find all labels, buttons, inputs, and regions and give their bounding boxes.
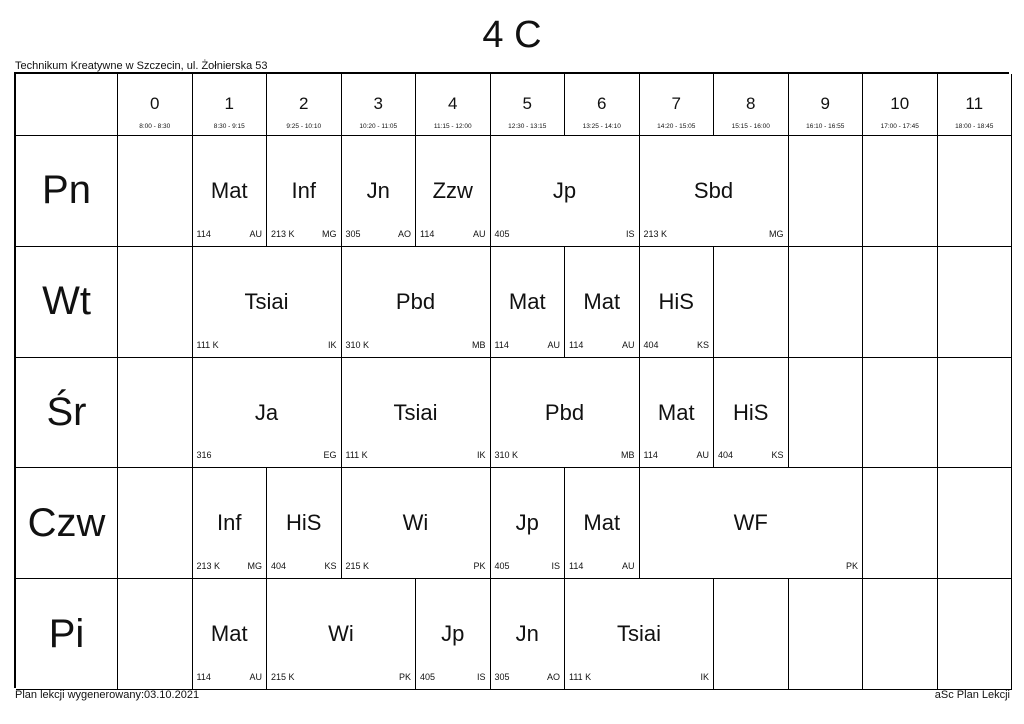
lesson-teacher: AU	[696, 450, 709, 461]
lesson-subject: Zzw	[432, 178, 473, 203]
lesson-room: 405	[494, 228, 510, 239]
lesson-teacher: MG	[769, 228, 784, 239]
lesson-teacher: MG	[322, 228, 337, 239]
lesson-teacher: AU	[621, 339, 635, 350]
lesson-teacher: AU	[621, 561, 635, 572]
day-label: Pn	[16, 136, 118, 247]
period-number: 9	[820, 94, 830, 113]
period-header	[565, 74, 640, 136]
empty-slot	[118, 358, 193, 469]
lesson-teacher: IS	[551, 561, 560, 572]
lesson-subject: Mat	[508, 288, 546, 314]
lesson-teacher: PK	[845, 561, 858, 572]
lesson-cell[interactable]	[565, 468, 640, 579]
lesson-cell[interactable]	[193, 468, 268, 579]
empty-slot	[863, 468, 938, 579]
lesson-teacher: PK	[473, 561, 486, 572]
app-credit: aSc Plan Lekcji	[934, 689, 1010, 701]
period-number: 1	[224, 94, 234, 113]
empty-slot	[789, 247, 864, 358]
lesson-cell[interactable]	[640, 358, 715, 469]
lesson-room: 305	[494, 671, 510, 682]
period-number: 5	[522, 94, 532, 113]
period-header	[342, 74, 417, 136]
period-header	[938, 74, 1013, 136]
lesson-teacher: PK	[398, 671, 411, 682]
period-time: 16:10 - 16:55	[806, 123, 845, 130]
lesson-teacher: MB	[472, 339, 486, 350]
lesson-cell[interactable]	[640, 247, 715, 358]
day-label: Czw	[16, 468, 118, 579]
corner-cell	[16, 74, 118, 136]
lesson-cell[interactable]	[342, 468, 491, 579]
lesson-subject: Jn	[366, 178, 390, 203]
empty-slot	[714, 247, 789, 358]
period-number: 10	[890, 94, 910, 113]
period-header	[491, 74, 566, 136]
lesson-room: 111 K	[345, 450, 368, 461]
empty-slot	[118, 579, 193, 690]
lesson-cell[interactable]	[491, 468, 566, 579]
lesson-subject: Jp	[441, 621, 465, 647]
lesson-teacher: KS	[324, 561, 337, 572]
lesson-cell[interactable]	[565, 579, 714, 690]
empty-slot	[789, 136, 864, 247]
empty-slot	[863, 247, 938, 358]
lesson-room: 111 K	[196, 339, 219, 350]
lesson-cell[interactable]	[342, 247, 491, 358]
period-number: 6	[597, 94, 607, 113]
period-number: 4	[448, 94, 458, 113]
lesson-cell[interactable]	[267, 136, 342, 247]
lesson-room: 111 K	[569, 671, 592, 682]
lesson-room: 405	[494, 561, 510, 572]
lesson-subject: Mat	[210, 178, 248, 203]
lesson-subject: Tsiai	[244, 288, 289, 314]
lesson-room: 310 K	[494, 450, 519, 461]
lesson-subject: Mat	[657, 399, 695, 425]
period-time: 8:30 - 9:15	[213, 123, 245, 130]
class-title: 4 C	[482, 14, 542, 56]
empty-slot	[938, 358, 1013, 469]
period-header	[193, 74, 268, 136]
lesson-cell[interactable]	[491, 579, 566, 690]
lesson-teacher: AU	[472, 228, 486, 239]
timetable-grid	[14, 72, 1009, 688]
lesson-room: 310 K	[345, 339, 370, 350]
lesson-teacher: KS	[771, 450, 784, 461]
lesson-cell[interactable]	[193, 136, 268, 247]
period-number: 7	[671, 94, 681, 113]
empty-slot	[863, 136, 938, 247]
lesson-subject: HiS	[286, 510, 322, 536]
empty-slot	[938, 136, 1013, 247]
lesson-cell[interactable]	[193, 579, 268, 690]
period-header	[640, 74, 715, 136]
period-header	[863, 74, 938, 136]
lesson-subject: Tsiai	[393, 399, 438, 425]
empty-slot	[714, 579, 789, 690]
period-header	[789, 74, 864, 136]
day-label: Śr	[16, 358, 118, 469]
day-label: Pi	[16, 579, 118, 690]
lesson-teacher: IK	[476, 450, 486, 461]
lesson-room: 114	[494, 339, 509, 350]
day-label: Wt	[16, 247, 118, 358]
lesson-subject: Mat	[210, 621, 248, 647]
period-number: 0	[150, 94, 160, 113]
lesson-cell[interactable]	[193, 358, 342, 469]
lesson-room: 114	[420, 228, 435, 239]
school-name: Technikum Kreatywne w Szczecin, ul. Żołnierska 53	[15, 60, 268, 72]
period-number: 8	[746, 94, 756, 113]
lesson-teacher: KS	[696, 339, 709, 350]
lesson-teacher: AU	[547, 339, 560, 350]
lesson-room: 404	[718, 450, 734, 461]
lesson-room: 215 K	[345, 561, 370, 572]
period-time: 17:00 - 17:45	[880, 123, 919, 130]
lesson-teacher: AO	[397, 228, 411, 239]
lesson-subject: Wi	[402, 510, 429, 536]
lesson-teacher: IS	[476, 671, 486, 682]
period-time: 15:15 - 16:00	[731, 123, 770, 130]
lesson-teacher: IK	[700, 671, 709, 682]
period-number: 2	[299, 94, 309, 113]
lesson-room: 114	[643, 450, 658, 461]
lesson-room: 404	[271, 561, 287, 572]
lesson-subject: Inf	[291, 178, 316, 203]
lesson-cell[interactable]	[491, 136, 640, 247]
lesson-cell[interactable]	[342, 358, 491, 469]
lesson-subject: Wi	[328, 621, 354, 647]
period-time: 9:25 - 10:10	[286, 123, 322, 130]
lesson-room: 114	[569, 561, 584, 572]
lesson-cell[interactable]	[491, 358, 640, 469]
empty-slot	[938, 579, 1013, 690]
lesson-subject: Pbd	[544, 399, 585, 425]
generated-date: Plan lekcji wygenerowany:03.10.2021	[15, 689, 200, 701]
lesson-room: 215 K	[271, 671, 295, 682]
lesson-teacher: MB	[621, 450, 635, 461]
lesson-subject: Pbd	[395, 288, 436, 314]
lesson-subject: Ja	[254, 399, 279, 425]
lesson-cell[interactable]	[640, 468, 864, 579]
lesson-subject: Mat	[583, 510, 621, 536]
period-header	[416, 74, 491, 136]
empty-slot	[938, 247, 1013, 358]
lesson-cell[interactable]	[267, 579, 416, 690]
period-time: 12:30 - 13:15	[508, 123, 547, 130]
lesson-cell[interactable]	[565, 247, 640, 358]
period-time: 8:00 - 8:30	[139, 123, 171, 130]
empty-slot	[789, 358, 864, 469]
lesson-teacher: MG	[247, 561, 262, 572]
lesson-cell[interactable]	[491, 247, 566, 358]
lesson-room: 405	[420, 671, 436, 682]
lesson-teacher: EG	[323, 450, 337, 461]
lesson-cell[interactable]	[640, 136, 789, 247]
lesson-teacher: AO	[546, 671, 560, 682]
lesson-room: 114	[196, 671, 211, 682]
lesson-subject: Mat	[583, 288, 621, 314]
period-time: 18:00 - 18:45	[955, 123, 994, 130]
lesson-subject: Jp	[552, 178, 577, 203]
lesson-room: 213 K	[271, 228, 295, 239]
period-time: 10:20 - 11:05	[359, 123, 398, 130]
lesson-cell[interactable]	[342, 136, 417, 247]
lesson-cell[interactable]	[714, 358, 789, 469]
lesson-room: 316	[196, 450, 212, 461]
empty-slot	[863, 358, 938, 469]
lesson-subject: WF	[733, 510, 768, 536]
empty-slot	[863, 579, 938, 690]
empty-slot	[118, 468, 193, 579]
lesson-room: 114	[569, 339, 584, 350]
period-header	[714, 74, 789, 136]
lesson-subject: Jp	[515, 510, 539, 536]
lesson-room: 404	[643, 339, 659, 350]
lesson-subject: Sbd	[693, 178, 734, 203]
lesson-subject: Inf	[217, 510, 242, 536]
lesson-cell[interactable]	[267, 468, 342, 579]
empty-slot	[938, 468, 1013, 579]
lesson-teacher: AU	[249, 671, 262, 682]
lesson-room: 213 K	[196, 561, 221, 572]
period-number: 11	[965, 94, 984, 113]
lesson-subject: Tsiai	[616, 621, 661, 647]
lesson-teacher: IS	[625, 228, 635, 239]
lesson-subject: HiS	[733, 399, 769, 425]
lesson-cell[interactable]	[416, 579, 491, 690]
period-time: 11:15 - 12:00	[433, 123, 472, 130]
period-number: 3	[373, 94, 383, 113]
period-header	[267, 74, 342, 136]
period-time: 14:20 - 15:05	[657, 123, 696, 130]
lesson-subject: HiS	[658, 288, 694, 314]
empty-slot	[118, 136, 193, 247]
period-time: 13:25 - 14:10	[582, 123, 621, 130]
empty-slot	[789, 579, 864, 690]
lesson-room: 114	[196, 228, 211, 239]
lesson-cell[interactable]	[193, 247, 342, 358]
lesson-room: 213 K	[643, 228, 668, 239]
lesson-cell[interactable]	[416, 136, 491, 247]
lesson-room: 305	[345, 228, 361, 239]
lesson-subject: Jn	[515, 621, 539, 647]
lesson-teacher: AU	[249, 228, 262, 239]
lesson-teacher: IK	[327, 339, 337, 350]
period-header	[118, 74, 193, 136]
empty-slot	[118, 247, 193, 358]
